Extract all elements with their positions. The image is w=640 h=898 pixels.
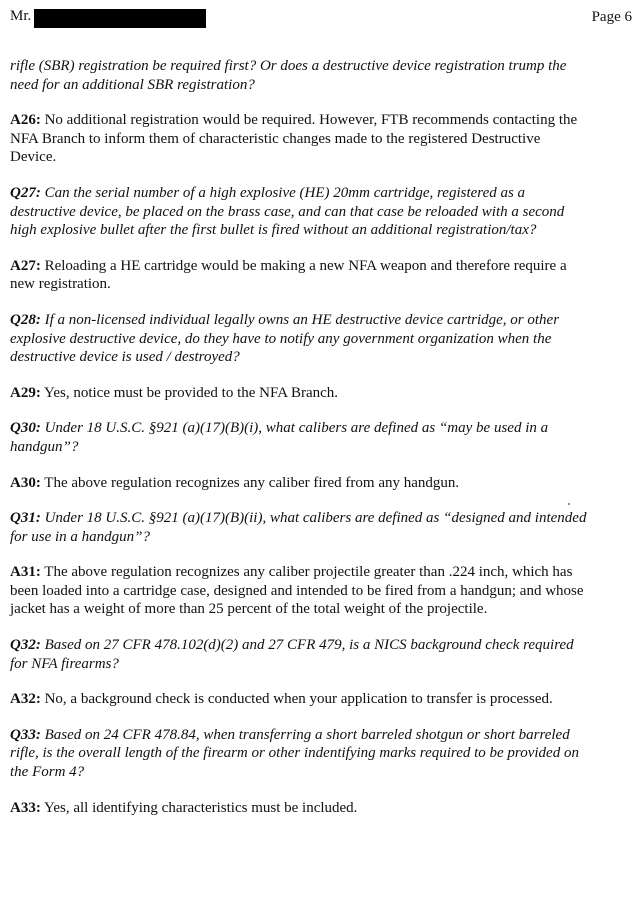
answer-text: No additional registration would be required. However, FTB recommends contacting the NFA Branch to inform them of characteristic changes made to the registered Destructive Device.: [10, 112, 578, 166]
answer-label: A29:: [10, 384, 41, 401]
question-q32: [10, 636, 590, 673]
continued-question: [10, 57, 590, 94]
scan-speck: [568, 503, 570, 505]
answer-label: A27:: [10, 257, 41, 274]
document-body: [10, 57, 590, 834]
page-header: [10, 8, 632, 30]
answer-a29: [10, 384, 590, 403]
answer-label: A31:: [10, 564, 41, 581]
question-label: Q33:: [10, 726, 41, 743]
question-q31: [10, 509, 590, 546]
answer-text: Yes, notice must be provided to the NFA Branch.: [40, 384, 339, 401]
redacted-name-block: [34, 9, 206, 28]
question-q33: [10, 726, 590, 782]
answer-label: A30:: [10, 474, 41, 491]
answer-text: Yes, all identifying characteristics must be included.: [40, 799, 358, 816]
question-label: Q31:: [10, 510, 41, 527]
question-text: Under 18 U.S.C. §921 (a)(17)(B)(i), what calibers are defined as “may be used in a handgun”?: [10, 420, 549, 455]
answer-text: Reloading a HE cartridge would be making a new NFA weapon and therefore require a new registration.: [10, 257, 567, 293]
answer-label: A26:: [10, 112, 41, 129]
answer-a32: [10, 690, 590, 709]
answer-a30: [10, 474, 590, 493]
answer-label: A33:: [10, 799, 41, 816]
answer-a31: [10, 563, 590, 619]
question-text: Under 18 U.S.C. §921 (a)(17)(B)(ii), what calibers are defined as “designed and intended for use in a handgun”?: [10, 510, 587, 545]
answer-text: No, a background check is conducted when your application to transfer is processed.: [40, 691, 553, 708]
question-text: Based on 24 CFR 478.84, when transferring a short barreled shotgun or short barreled rifle, is the overall length of the firearm or other indentifying marks required to be provided on the Form 4?: [10, 726, 579, 781]
answer-text: The above regulation recognizes any caliber fired from any handgun.: [40, 474, 460, 491]
question-label: Q32:: [10, 637, 41, 654]
answer-a27: [10, 257, 590, 294]
question-label: Q28:: [10, 311, 41, 328]
question-q30: [10, 419, 590, 456]
answer-label: A32:: [10, 691, 41, 708]
recipient-salutation: Mr.: [10, 8, 32, 24]
question-text: If a non-licensed individual legally owns an HE destructive device cartridge, or other explosive destructive device, do they have to notify any government organization when the destructive device is used / destroyed?: [10, 311, 560, 366]
answer-text: The above regulation recognizes any caliber projectile greater than .224 inch, which has been loaded into a cartridge case, designed and intended to be fired from a handgun; and whose jacket has a weight of more than 25 percent of the total weight of the projectile.: [10, 564, 584, 618]
question-q27: [10, 184, 590, 240]
question-text: Can the serial number of a high explosive (HE) 20mm cartridge, registered as a destructive device, be placed on the brass case, and can that case be reloaded with a second high explosive bullet after the first bullet is fired without an additional registration/tax?: [10, 184, 565, 239]
answer-a33: [10, 799, 590, 818]
question-label: Q27:: [10, 184, 41, 201]
page-number: Page 6: [591, 9, 632, 25]
answer-a26: [10, 111, 590, 167]
question-label: Q30:: [10, 420, 41, 437]
question-text: Based on 27 CFR 478.102(d)(2) and 27 CFR 479, is a NICS background check required for NFA firearms?: [10, 637, 574, 672]
question-q28: [10, 311, 590, 367]
continued-question-text: rifle (SBR) registration be required first? Or does a destructive device registration trump the need for an additional SBR registration?: [10, 58, 567, 93]
